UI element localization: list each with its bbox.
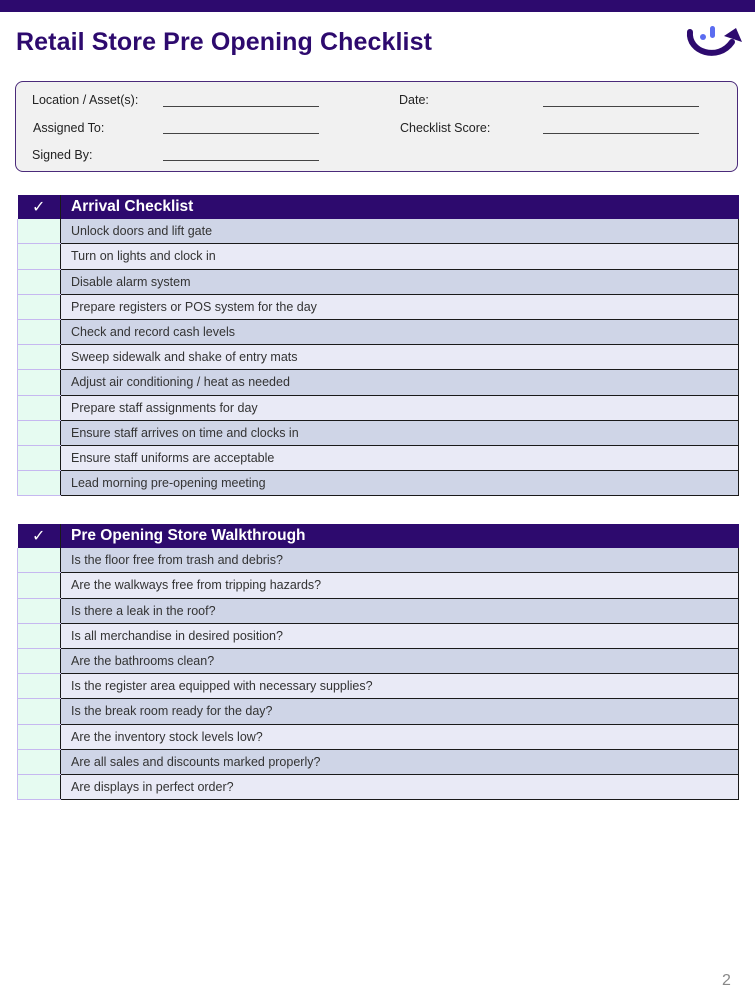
signed-by-label: Signed By: xyxy=(32,148,93,162)
checklist-row xyxy=(18,774,739,799)
checklist-row xyxy=(18,623,739,648)
checklist-row xyxy=(18,244,739,269)
checklist-item-label: Are the bathrooms clean? xyxy=(61,648,739,673)
checklist-item-label: Are all sales and discounts marked properly? xyxy=(61,749,739,774)
info-box xyxy=(15,81,738,172)
checkbox-cell[interactable] xyxy=(18,548,61,573)
checklist-row xyxy=(18,395,739,420)
checklist-row xyxy=(18,370,739,395)
checklist-item-label: Ensure staff arrives on time and clocks in xyxy=(61,420,739,445)
checklist-row xyxy=(18,319,739,344)
checklist-item-label: Is all merchandise in desired position? xyxy=(61,623,739,648)
checklist-item-label: Lead morning pre-opening meeting xyxy=(61,471,739,496)
checklist-item-label: Are the inventory stock levels low? xyxy=(61,724,739,749)
date-field[interactable] xyxy=(543,106,699,107)
checkbox-cell[interactable] xyxy=(18,395,61,420)
date-label: Date: xyxy=(399,93,429,107)
checkbox-cell[interactable] xyxy=(18,598,61,623)
checklist-item-label: Is there a leak in the roof? xyxy=(61,598,739,623)
checkbox-cell[interactable] xyxy=(18,345,61,370)
checklist-row xyxy=(18,269,739,294)
checklist-row xyxy=(18,749,739,774)
section-header xyxy=(18,524,739,548)
checklist-item-label: Is the register area equipped with necessary supplies? xyxy=(61,674,739,699)
checklist-score-label: Checklist Score: xyxy=(400,121,491,135)
assigned-to-label: Assigned To: xyxy=(33,121,105,135)
checklist-item-label: Adjust air conditioning / heat as needed xyxy=(61,370,739,395)
checklist-item-label: Prepare staff assignments for day xyxy=(61,395,739,420)
checklist-row xyxy=(18,674,739,699)
checklist-item-label: Is the break room ready for the day? xyxy=(61,699,739,724)
checklist-item-label: Turn on lights and clock in xyxy=(61,244,739,269)
checklist-score-field[interactable] xyxy=(543,133,699,134)
checklist-row xyxy=(18,445,739,470)
checklist-row xyxy=(18,598,739,623)
checklist-item-label: Are the walkways free from tripping hazards? xyxy=(61,573,739,598)
checklist-row xyxy=(18,724,739,749)
checklist-row xyxy=(18,294,739,319)
arrival-checklist-table xyxy=(17,195,739,496)
checkbox-cell[interactable] xyxy=(18,420,61,445)
checklist-row xyxy=(18,648,739,673)
smile-arrow-logo-icon xyxy=(684,22,744,60)
checkbox-cell[interactable] xyxy=(18,471,61,496)
checkbox-cell[interactable] xyxy=(18,724,61,749)
checkbox-cell[interactable] xyxy=(18,370,61,395)
checklist-item-label: Is the floor free from trash and debris? xyxy=(61,548,739,573)
location-label: Location / Asset(s): xyxy=(32,93,139,107)
checkbox-cell[interactable] xyxy=(18,674,61,699)
checkbox-cell[interactable] xyxy=(18,294,61,319)
checkbox-cell[interactable] xyxy=(18,774,61,799)
checkbox-cell[interactable] xyxy=(18,699,61,724)
check-column-header: ✓ xyxy=(18,195,61,219)
checkbox-cell[interactable] xyxy=(18,269,61,294)
signed-by-field[interactable] xyxy=(163,160,319,161)
checkbox-cell[interactable] xyxy=(18,648,61,673)
page-title: Retail Store Pre Opening Checklist xyxy=(16,28,433,56)
checklist-item-label: Unlock doors and lift gate xyxy=(61,219,739,244)
checklist-item-label: Are displays in perfect order? xyxy=(61,774,739,799)
checklist-row xyxy=(18,420,739,445)
checklist-row xyxy=(18,219,739,244)
checkbox-cell[interactable] xyxy=(18,573,61,598)
check-column-header: ✓ xyxy=(18,524,61,548)
location-field[interactable] xyxy=(163,106,319,107)
section-title: Pre Opening Store Walkthrough xyxy=(61,524,739,548)
checkbox-cell[interactable] xyxy=(18,219,61,244)
checklist-row xyxy=(18,548,739,573)
section-header xyxy=(18,195,739,219)
checklist-item-label: Prepare registers or POS system for the day xyxy=(61,294,739,319)
checklist-item-label: Disable alarm system xyxy=(61,269,739,294)
checkbox-cell[interactable] xyxy=(18,445,61,470)
checklist-row xyxy=(18,471,739,496)
checkbox-cell[interactable] xyxy=(18,623,61,648)
checklist-row xyxy=(18,345,739,370)
checkbox-cell[interactable] xyxy=(18,319,61,344)
walkthrough-checklist-table xyxy=(17,524,739,800)
section-title: Arrival Checklist xyxy=(61,195,739,219)
checkbox-cell[interactable] xyxy=(18,749,61,774)
assigned-to-field[interactable] xyxy=(163,133,319,134)
checklist-row xyxy=(18,573,739,598)
checklist-item-label: Check and record cash levels xyxy=(61,319,739,344)
top-accent-bar xyxy=(0,0,755,12)
checklist-row xyxy=(18,699,739,724)
page-number: 2 xyxy=(722,972,731,989)
checkbox-cell[interactable] xyxy=(18,244,61,269)
checklist-item-label: Ensure staff uniforms are acceptable xyxy=(61,445,739,470)
checklist-item-label: Sweep sidewalk and shake of entry mats xyxy=(61,345,739,370)
